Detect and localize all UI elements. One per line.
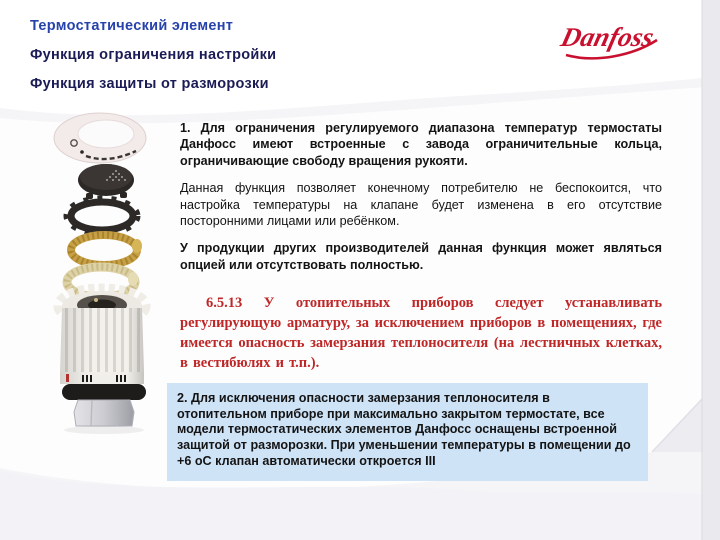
danfoss-logo-text: Danfoss <box>558 22 657 52</box>
page-title: Термостатический элемент <box>30 18 234 34</box>
subtitle-setting-limit: Функция ограничения настройки <box>30 47 277 63</box>
slide-header <box>30 18 276 105</box>
limiter-ring-gold-part <box>71 235 142 265</box>
thermostat-head-body-part <box>60 290 146 434</box>
paragraph-norm-quote-6-5-13: 6.5.13 У отопительных приборов следует устанавливать регулирующую арматуру, за исключением приборов в помещениях, где имеется опасность замерзания теплоносителя (на лестничных клетках, в вестибюлях и т.п.). <box>180 295 662 372</box>
danfoss-logo <box>550 12 666 68</box>
frost-protection-note-box <box>167 383 648 481</box>
paragraph-frost-protection: 2. Для исключения опасности замерзания теплоносителя в отопительном приборе при максимально закрытом термостате, все модели термостатических элементов Данфосс оснащены встроенной защитой от разморозки. При уменьшении температуры в помещении до +6 оС клапан автоматически откроется III <box>177 391 631 468</box>
protective-cap-part <box>78 164 134 199</box>
settings-ring-part <box>54 113 146 163</box>
thermostat-exploded-photo <box>36 96 178 436</box>
subtitle-frost-protection: Функция защиты от разморозки <box>30 76 269 92</box>
slide-body-text <box>177 120 662 481</box>
danfoss-logo-icon <box>550 12 666 68</box>
paragraph-limit-rings: 1. Для ограничения регулируемого диапазона температур термостаты Данфосс имеют встроенные с завода ограничительные кольца, ограничивающие свободу вращения рукояти. <box>180 121 662 168</box>
limiter-ring-black-part <box>66 198 138 234</box>
paragraph-other-manufacturers: У продукции других производителей данная функция может являться опцией или отсутствовать полностью. <box>180 241 662 272</box>
paragraph-consumer-benefit: Данная функция позволяет конечному потребителю не беспокоится, что настройка температуры на клапане будет изменена в его отсутствие посторонними лицами или ребёнком. <box>180 181 662 229</box>
